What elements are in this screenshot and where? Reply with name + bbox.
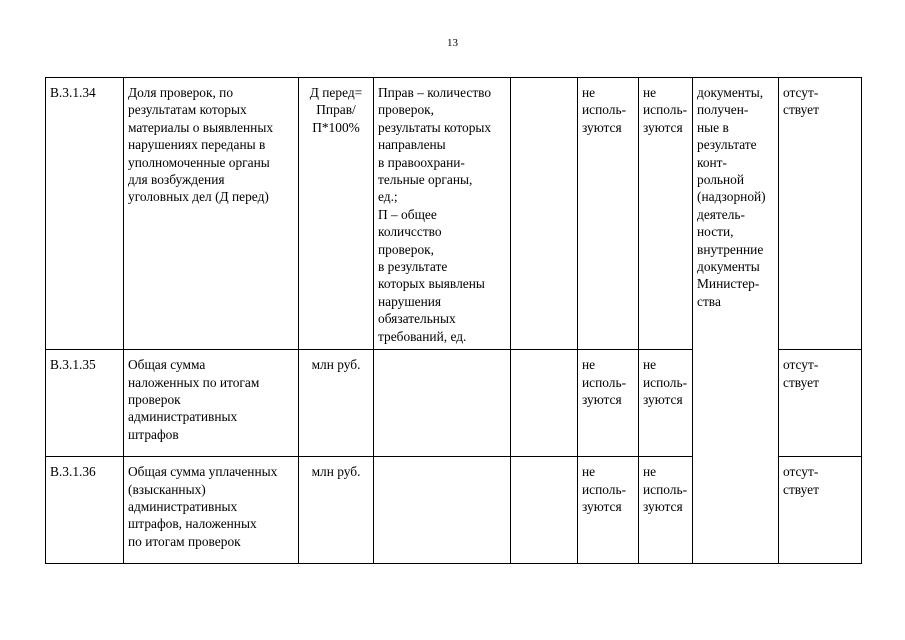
indicator-code: В.3.1.35 <box>46 350 124 457</box>
indicator-control: отсут- ствует <box>779 457 862 564</box>
indicator-method <box>374 350 511 457</box>
indicator-status-1: не исполь- зуются <box>578 78 639 350</box>
indicator-extra <box>511 78 578 350</box>
indicator-status-1: не исполь- зуются <box>578 457 639 564</box>
page-number: 13 <box>447 37 458 49</box>
indicator-method: Пправ – количество проверок, результаты которых направлены в правоохрани- тельные органы, ед.; П – общее количсство проверок, в результате которых выявлены нарушения обязательных требований, ед. <box>374 78 511 350</box>
indicator-status-1: не исполь- зуются <box>578 350 639 457</box>
indicator-unit: млн руб. <box>299 350 374 457</box>
indicator-name: Общая сумма наложенных по итогам проверок административных штрафов <box>124 350 299 457</box>
indicator-control: отсут- ствует <box>779 78 862 350</box>
indicator-status-2: не исполь- зуются <box>639 78 693 350</box>
indicator-code: В.3.1.34 <box>46 78 124 350</box>
indicator-extra <box>511 457 578 564</box>
indicators-table <box>45 77 862 564</box>
indicator-code: В.3.1.36 <box>46 457 124 564</box>
indicator-extra <box>511 350 578 457</box>
indicator-source: документы, получен- ные в результате конт- рольной (надзорной) деятель- ности, внутренние документы Министер- ства <box>693 78 779 564</box>
indicator-status-2: не исполь- зуются <box>639 457 693 564</box>
table-row <box>46 78 862 350</box>
indicator-unit: Д перед= Пправ/ П*100% <box>299 78 374 350</box>
indicator-name: Доля проверок, по результатам которых материалы о выявленных нарушениях переданы в уполномоченные органы для возбуждения уголовных дел (Д перед) <box>124 78 299 350</box>
indicator-unit: млн руб. <box>299 457 374 564</box>
indicator-control: отсут- ствует <box>779 350 862 457</box>
indicator-status-2: не исполь- зуются <box>639 350 693 457</box>
indicator-method <box>374 457 511 564</box>
indicator-name: Общая сумма уплаченных (взысканных) административных штрафов, наложенных по итогам проверок <box>124 457 299 564</box>
